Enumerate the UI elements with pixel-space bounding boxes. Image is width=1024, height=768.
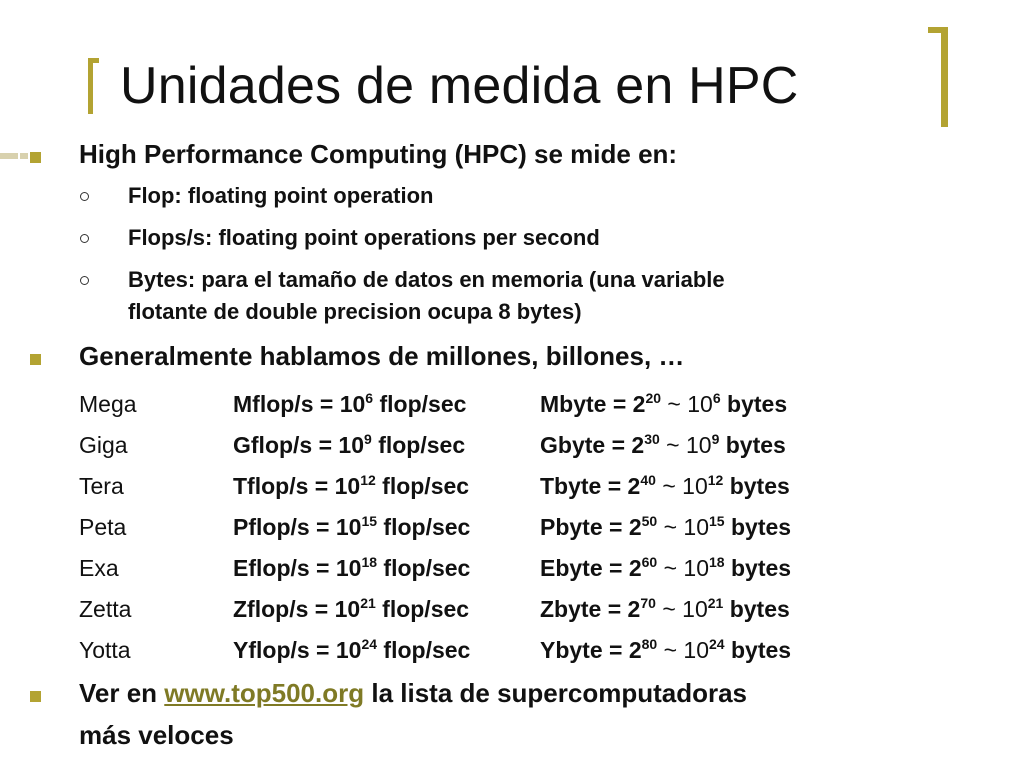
square-bullet-icon (30, 691, 41, 702)
byte-size: Pbyte = $2^{50}$ ~ $10^{15}$ bytes (540, 513, 792, 540)
sub-bullet-flops: Flops/s: floating point operations per second (128, 225, 600, 250)
circle-bullet-icon (80, 276, 89, 285)
sub-bullet-flop: Flop: floating point operation (128, 183, 434, 208)
title-bracket-left (88, 58, 99, 114)
circle-bullet-icon (80, 234, 89, 243)
unit-prefix: Yotta (79, 637, 131, 663)
flop-rate: Tflop/s = $10^{12}$ flop/sec (233, 472, 470, 499)
byte-size: Ebyte = $2^{60}$ ~ $10^{18}$ bytes (540, 554, 792, 581)
flop-rate: Zflop/s = $10^{21}$ flop/sec (233, 595, 470, 622)
sub-bullet-bytes-line2: flotante de double precision ocupa 8 bytes) (128, 299, 582, 324)
byte-size: Tbyte = $2^{40}$ ~ $10^{12}$ bytes (540, 472, 790, 499)
circle-bullet-icon (80, 192, 89, 201)
title-bracket-right (928, 27, 948, 127)
unit-prefix: Zetta (79, 596, 132, 622)
bullet-top500: Ver en www.top500.org la lista de supercomputadoras (79, 678, 748, 708)
bullet-hpc-intro: High Performance Computing (HPC) se mide en: (79, 139, 678, 169)
sub-bullet-bytes-line1: Bytes: para el tamaño de datos en memoria (una variable (128, 267, 725, 292)
flop-rate: Pflop/s = $10^{15}$ flop/sec (233, 513, 471, 540)
unit-prefix: Tera (79, 473, 124, 499)
unit-prefix: Giga (79, 432, 128, 458)
flop-rate: Mflop/s = $10^6$ flop/sec (233, 390, 467, 417)
unit-prefix: Mega (79, 391, 137, 417)
unit-prefix: Peta (79, 514, 127, 540)
byte-size: Ybyte = $2^{80}$ ~ $10^{24}$ bytes (540, 636, 792, 663)
byte-size: Gbyte = $2^{30}$ ~ $10^9$ bytes (540, 431, 786, 458)
flop-rate: Gflop/s = $10^9$ flop/sec (233, 431, 466, 458)
slide-title: Unidades de medida en HPC (120, 57, 799, 115)
byte-size: Zbyte = $2^{70}$ ~ $10^{21}$ bytes (540, 595, 790, 622)
byte-size: Mbyte = $2^{20}$ ~ $10^6$ bytes (540, 390, 788, 417)
square-bullet-icon (30, 354, 41, 365)
top500-link[interactable]: www.top500.org (164, 678, 365, 708)
bullet-top500-line2: más veloces (79, 720, 234, 750)
unit-prefix: Exa (79, 555, 119, 581)
square-bullet-icon (30, 152, 41, 163)
flop-rate: Eflop/s = $10^{18}$ flop/sec (233, 554, 471, 581)
flop-rate: Yflop/s = $10^{24}$ flop/sec (233, 636, 471, 663)
bullet-magnitudes: Generalmente hablamos de millones, billones, … (79, 341, 685, 371)
